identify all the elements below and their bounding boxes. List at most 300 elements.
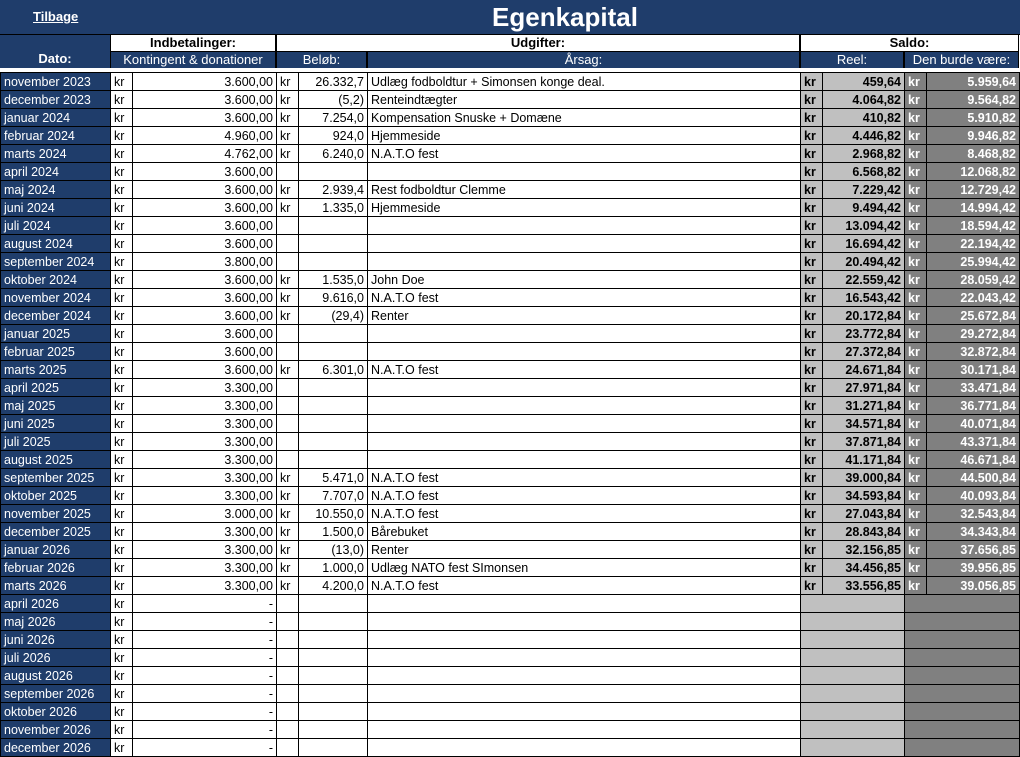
date-cell[interactable]: juli 2025 <box>1 433 111 451</box>
currency-cell[interactable] <box>277 235 299 253</box>
currency-cell[interactable]: kr <box>905 577 927 595</box>
expense-reason-cell[interactable]: Hjemmeside <box>368 199 801 217</box>
date-cell[interactable]: marts 2026 <box>1 577 111 595</box>
currency-cell[interactable]: kr <box>905 505 927 523</box>
payment-cell[interactable]: 3.600,00 <box>133 109 277 127</box>
payment-cell[interactable]: - <box>133 613 277 631</box>
currency-cell[interactable] <box>277 451 299 469</box>
currency-cell[interactable]: kr <box>905 235 927 253</box>
date-cell[interactable]: juni 2025 <box>1 415 111 433</box>
currency-cell[interactable]: kr <box>111 613 133 631</box>
currency-cell[interactable]: kr <box>905 451 927 469</box>
payment-cell[interactable]: 3.600,00 <box>133 73 277 91</box>
balance-actual-cell[interactable]: 20.494,42 <box>823 253 905 271</box>
date-cell[interactable]: januar 2024 <box>1 109 111 127</box>
currency-cell[interactable]: kr <box>111 721 133 739</box>
currency-cell[interactable]: kr <box>801 73 823 91</box>
back-link[interactable]: Tilbage <box>33 9 79 24</box>
expense-reason-cell[interactable] <box>368 667 801 685</box>
balance-actual-cell[interactable]: 2.968,82 <box>823 145 905 163</box>
currency-cell[interactable] <box>277 253 299 271</box>
currency-cell[interactable]: kr <box>111 667 133 685</box>
payment-cell[interactable]: 3.300,00 <box>133 541 277 559</box>
expense-reason-cell[interactable] <box>368 721 801 739</box>
expense-reason-cell[interactable]: Renter <box>368 307 801 325</box>
balance-target-cell[interactable]: 36.771,84 <box>927 397 1020 415</box>
balance-actual-cell[interactable]: 16.543,42 <box>823 289 905 307</box>
date-cell[interactable]: marts 2025 <box>1 361 111 379</box>
currency-cell[interactable]: kr <box>905 343 927 361</box>
currency-cell[interactable]: kr <box>111 415 133 433</box>
currency-cell[interactable]: kr <box>801 361 823 379</box>
currency-cell[interactable]: kr <box>801 415 823 433</box>
expense-amount-cell[interactable] <box>299 649 368 667</box>
expense-amount-cell[interactable] <box>299 433 368 451</box>
date-cell[interactable]: august 2026 <box>1 667 111 685</box>
currency-cell[interactable]: kr <box>801 91 823 109</box>
currency-cell[interactable]: kr <box>905 379 927 397</box>
expense-reason-cell[interactable]: Rest fodboldtur Clemme <box>368 181 801 199</box>
balance-actual-cell[interactable]: 9.494,42 <box>823 199 905 217</box>
date-cell[interactable]: oktober 2024 <box>1 271 111 289</box>
currency-cell[interactable]: kr <box>277 181 299 199</box>
currency-cell[interactable]: kr <box>801 379 823 397</box>
currency-cell[interactable]: kr <box>905 73 927 91</box>
currency-cell[interactable]: kr <box>111 649 133 667</box>
currency-cell[interactable]: kr <box>905 487 927 505</box>
payment-cell[interactable]: 3.300,00 <box>133 577 277 595</box>
date-cell[interactable]: marts 2024 <box>1 145 111 163</box>
balance-target-cell[interactable]: 9.564,82 <box>927 91 1020 109</box>
date-cell[interactable]: september 2025 <box>1 469 111 487</box>
expense-reason-cell[interactable]: N.A.T.O fest <box>368 487 801 505</box>
currency-cell[interactable]: kr <box>111 127 133 145</box>
payment-cell[interactable]: 3.300,00 <box>133 397 277 415</box>
expense-reason-cell[interactable]: Hjemmeside <box>368 127 801 145</box>
balance-target-cell[interactable] <box>905 595 1020 613</box>
date-cell[interactable]: maj 2025 <box>1 397 111 415</box>
payment-cell[interactable]: 3.600,00 <box>133 343 277 361</box>
expense-reason-cell[interactable]: Renter <box>368 541 801 559</box>
currency-cell[interactable]: kr <box>905 415 927 433</box>
expense-amount-cell[interactable] <box>299 595 368 613</box>
currency-cell[interactable]: kr <box>111 451 133 469</box>
expense-amount-cell[interactable]: 6.301,0 <box>299 361 368 379</box>
payment-cell[interactable]: 3.600,00 <box>133 271 277 289</box>
expense-reason-cell[interactable] <box>368 163 801 181</box>
currency-cell[interactable]: kr <box>801 325 823 343</box>
currency-cell[interactable]: kr <box>801 217 823 235</box>
balance-actual-cell[interactable]: 32.156,85 <box>823 541 905 559</box>
balance-target-cell[interactable] <box>905 649 1020 667</box>
expense-reason-cell[interactable] <box>368 595 801 613</box>
currency-cell[interactable]: kr <box>905 109 927 127</box>
expense-reason-cell[interactable]: Udlæg fodboldtur + Simonsen konge deal. <box>368 73 801 91</box>
payment-cell[interactable]: 3.300,00 <box>133 469 277 487</box>
currency-cell[interactable]: kr <box>801 433 823 451</box>
expense-amount-cell[interactable]: 7.254,0 <box>299 109 368 127</box>
currency-cell[interactable]: kr <box>277 523 299 541</box>
currency-cell[interactable]: kr <box>801 253 823 271</box>
date-cell[interactable]: november 2026 <box>1 721 111 739</box>
currency-cell[interactable]: kr <box>905 163 927 181</box>
currency-cell[interactable]: kr <box>801 127 823 145</box>
currency-cell[interactable]: kr <box>905 325 927 343</box>
expense-amount-cell[interactable] <box>299 631 368 649</box>
currency-cell[interactable]: kr <box>905 523 927 541</box>
expense-amount-cell[interactable]: 1.500,0 <box>299 523 368 541</box>
date-cell[interactable]: december 2025 <box>1 523 111 541</box>
balance-target-cell[interactable]: 37.656,85 <box>927 541 1020 559</box>
balance-actual-cell[interactable]: 34.593,84 <box>823 487 905 505</box>
currency-cell[interactable] <box>277 685 299 703</box>
currency-cell[interactable]: kr <box>801 181 823 199</box>
balance-target-cell[interactable]: 34.343,84 <box>927 523 1020 541</box>
expense-reason-cell[interactable] <box>368 613 801 631</box>
date-cell[interactable]: september 2026 <box>1 685 111 703</box>
balance-target-cell[interactable] <box>905 703 1020 721</box>
balance-actual-cell[interactable]: 41.171,84 <box>823 451 905 469</box>
currency-cell[interactable]: kr <box>111 253 133 271</box>
balance-actual-cell[interactable]: 16.694,42 <box>823 235 905 253</box>
expense-reason-cell[interactable] <box>368 631 801 649</box>
payment-cell[interactable]: 3.300,00 <box>133 559 277 577</box>
expense-amount-cell[interactable] <box>299 721 368 739</box>
payment-cell[interactable]: 3.600,00 <box>133 91 277 109</box>
currency-cell[interactable]: kr <box>905 253 927 271</box>
balance-target-cell[interactable]: 40.093,84 <box>927 487 1020 505</box>
currency-cell[interactable]: kr <box>801 451 823 469</box>
currency-cell[interactable]: kr <box>277 361 299 379</box>
balance-target-cell[interactable]: 32.872,84 <box>927 343 1020 361</box>
currency-cell[interactable]: kr <box>277 127 299 145</box>
expense-amount-cell[interactable]: 6.240,0 <box>299 145 368 163</box>
balance-target-cell[interactable]: 39.056,85 <box>927 577 1020 595</box>
balance-actual-cell[interactable] <box>801 739 905 757</box>
balance-target-cell[interactable]: 25.994,42 <box>927 253 1020 271</box>
payment-cell[interactable]: 3.000,00 <box>133 505 277 523</box>
currency-cell[interactable]: kr <box>277 109 299 127</box>
balance-target-cell[interactable]: 40.071,84 <box>927 415 1020 433</box>
currency-cell[interactable]: kr <box>905 289 927 307</box>
date-cell[interactable]: oktober 2026 <box>1 703 111 721</box>
expense-amount-cell[interactable]: 924,0 <box>299 127 368 145</box>
currency-cell[interactable]: kr <box>801 235 823 253</box>
balance-target-cell[interactable]: 8.468,82 <box>927 145 1020 163</box>
balance-target-cell[interactable] <box>905 667 1020 685</box>
balance-actual-cell[interactable]: 459,64 <box>823 73 905 91</box>
currency-cell[interactable]: kr <box>801 397 823 415</box>
currency-cell[interactable] <box>277 703 299 721</box>
currency-cell[interactable]: kr <box>111 109 133 127</box>
expense-amount-cell[interactable]: (5,2) <box>299 91 368 109</box>
expense-reason-cell[interactable] <box>368 217 801 235</box>
payment-cell[interactable]: - <box>133 595 277 613</box>
payment-cell[interactable]: 3.300,00 <box>133 379 277 397</box>
currency-cell[interactable]: kr <box>277 559 299 577</box>
expense-amount-cell[interactable] <box>299 667 368 685</box>
expense-amount-cell[interactable]: 10.550,0 <box>299 505 368 523</box>
currency-cell[interactable]: kr <box>801 559 823 577</box>
expense-amount-cell[interactable] <box>299 613 368 631</box>
currency-cell[interactable] <box>277 433 299 451</box>
currency-cell[interactable]: kr <box>801 541 823 559</box>
currency-cell[interactable]: kr <box>111 163 133 181</box>
expense-amount-cell[interactable]: 7.707,0 <box>299 487 368 505</box>
date-cell[interactable]: maj 2026 <box>1 613 111 631</box>
currency-cell[interactable]: kr <box>111 541 133 559</box>
currency-cell[interactable]: kr <box>905 271 927 289</box>
balance-actual-cell[interactable] <box>801 667 905 685</box>
date-cell[interactable]: juni 2024 <box>1 199 111 217</box>
currency-cell[interactable]: kr <box>111 271 133 289</box>
balance-target-cell[interactable]: 30.171,84 <box>927 361 1020 379</box>
currency-cell[interactable]: kr <box>111 559 133 577</box>
payment-cell[interactable]: 3.600,00 <box>133 163 277 181</box>
balance-target-cell[interactable]: 44.500,84 <box>927 469 1020 487</box>
balance-target-cell[interactable]: 5.959,64 <box>927 73 1020 91</box>
date-cell[interactable]: februar 2025 <box>1 343 111 361</box>
currency-cell[interactable]: kr <box>111 289 133 307</box>
expense-amount-cell[interactable] <box>299 235 368 253</box>
balance-target-cell[interactable]: 43.371,84 <box>927 433 1020 451</box>
expense-reason-cell[interactable] <box>368 325 801 343</box>
balance-target-cell[interactable]: 14.994,42 <box>927 199 1020 217</box>
balance-actual-cell[interactable] <box>801 595 905 613</box>
currency-cell[interactable]: kr <box>905 541 927 559</box>
balance-actual-cell[interactable]: 4.446,82 <box>823 127 905 145</box>
currency-cell[interactable]: kr <box>801 469 823 487</box>
payment-cell[interactable]: 3.300,00 <box>133 523 277 541</box>
expense-amount-cell[interactable] <box>299 253 368 271</box>
currency-cell[interactable] <box>277 343 299 361</box>
balance-target-cell[interactable]: 12.068,82 <box>927 163 1020 181</box>
payment-cell[interactable]: 3.600,00 <box>133 181 277 199</box>
currency-cell[interactable]: kr <box>277 577 299 595</box>
expense-amount-cell[interactable] <box>299 343 368 361</box>
expense-reason-cell[interactable]: John Doe <box>368 271 801 289</box>
currency-cell[interactable]: kr <box>111 343 133 361</box>
payment-cell[interactable]: 3.300,00 <box>133 487 277 505</box>
expense-amount-cell[interactable]: 1.335,0 <box>299 199 368 217</box>
balance-target-cell[interactable]: 5.910,82 <box>927 109 1020 127</box>
currency-cell[interactable]: kr <box>801 487 823 505</box>
currency-cell[interactable]: kr <box>905 469 927 487</box>
expense-reason-cell[interactable] <box>368 379 801 397</box>
expense-amount-cell[interactable]: 2.939,4 <box>299 181 368 199</box>
currency-cell[interactable]: kr <box>801 577 823 595</box>
payment-cell[interactable]: 4.960,00 <box>133 127 277 145</box>
date-cell[interactable]: juli 2026 <box>1 649 111 667</box>
expense-amount-cell[interactable]: 1.535,0 <box>299 271 368 289</box>
currency-cell[interactable]: kr <box>111 235 133 253</box>
payment-cell[interactable]: 3.600,00 <box>133 217 277 235</box>
balance-target-cell[interactable]: 46.671,84 <box>927 451 1020 469</box>
date-cell[interactable]: april 2024 <box>1 163 111 181</box>
currency-cell[interactable]: kr <box>111 145 133 163</box>
balance-actual-cell[interactable]: 24.671,84 <box>823 361 905 379</box>
balance-target-cell[interactable]: 22.194,42 <box>927 235 1020 253</box>
expense-amount-cell[interactable]: 5.471,0 <box>299 469 368 487</box>
date-cell[interactable]: december 2023 <box>1 91 111 109</box>
currency-cell[interactable] <box>277 721 299 739</box>
date-cell[interactable]: august 2024 <box>1 235 111 253</box>
currency-cell[interactable]: kr <box>277 73 299 91</box>
date-cell[interactable]: april 2025 <box>1 379 111 397</box>
expense-amount-cell[interactable]: (29,4) <box>299 307 368 325</box>
currency-cell[interactable]: kr <box>111 487 133 505</box>
currency-cell[interactable] <box>277 217 299 235</box>
currency-cell[interactable]: kr <box>111 469 133 487</box>
expense-reason-cell[interactable]: Kompensation Snuske + Domæne <box>368 109 801 127</box>
balance-actual-cell[interactable]: 22.559,42 <box>823 271 905 289</box>
currency-cell[interactable]: kr <box>277 145 299 163</box>
currency-cell[interactable]: kr <box>905 397 927 415</box>
currency-cell[interactable]: kr <box>905 217 927 235</box>
date-cell[interactable]: juli 2024 <box>1 217 111 235</box>
currency-cell[interactable]: kr <box>111 703 133 721</box>
date-cell[interactable]: januar 2025 <box>1 325 111 343</box>
currency-cell[interactable]: kr <box>111 595 133 613</box>
currency-cell[interactable]: kr <box>111 631 133 649</box>
balance-target-cell[interactable]: 32.543,84 <box>927 505 1020 523</box>
currency-cell[interactable]: kr <box>111 199 133 217</box>
expense-reason-cell[interactable] <box>368 235 801 253</box>
balance-actual-cell[interactable]: 410,82 <box>823 109 905 127</box>
currency-cell[interactable] <box>277 595 299 613</box>
currency-cell[interactable]: kr <box>111 325 133 343</box>
currency-cell[interactable]: kr <box>277 289 299 307</box>
balance-actual-cell[interactable]: 13.094,42 <box>823 217 905 235</box>
currency-cell[interactable] <box>277 415 299 433</box>
currency-cell[interactable]: kr <box>277 199 299 217</box>
balance-actual-cell[interactable]: 27.043,84 <box>823 505 905 523</box>
currency-cell[interactable]: kr <box>801 145 823 163</box>
balance-actual-cell[interactable]: 27.372,84 <box>823 343 905 361</box>
payment-cell[interactable]: 3.600,00 <box>133 361 277 379</box>
expense-amount-cell[interactable] <box>299 703 368 721</box>
date-cell[interactable]: november 2023 <box>1 73 111 91</box>
expense-reason-cell[interactable] <box>368 739 801 757</box>
expense-reason-cell[interactable]: N.A.T.O fest <box>368 145 801 163</box>
currency-cell[interactable] <box>277 649 299 667</box>
balance-actual-cell[interactable] <box>801 685 905 703</box>
currency-cell[interactable]: kr <box>905 361 927 379</box>
payment-cell[interactable]: 3.600,00 <box>133 235 277 253</box>
currency-cell[interactable]: kr <box>801 505 823 523</box>
currency-cell[interactable]: kr <box>801 343 823 361</box>
balance-target-cell[interactable] <box>905 721 1020 739</box>
expense-amount-cell[interactable] <box>299 415 368 433</box>
payment-cell[interactable]: - <box>133 667 277 685</box>
payment-cell[interactable]: 3.600,00 <box>133 325 277 343</box>
currency-cell[interactable] <box>277 325 299 343</box>
expense-reason-cell[interactable] <box>368 415 801 433</box>
date-cell[interactable]: april 2026 <box>1 595 111 613</box>
expense-amount-cell[interactable]: 9.616,0 <box>299 289 368 307</box>
currency-cell[interactable]: kr <box>111 433 133 451</box>
currency-cell[interactable]: kr <box>801 109 823 127</box>
currency-cell[interactable] <box>277 379 299 397</box>
payment-cell[interactable]: - <box>133 721 277 739</box>
expense-amount-cell[interactable]: (13,0) <box>299 541 368 559</box>
balance-actual-cell[interactable]: 33.556,85 <box>823 577 905 595</box>
balance-target-cell[interactable]: 39.956,85 <box>927 559 1020 577</box>
balance-target-cell[interactable] <box>905 739 1020 757</box>
expense-amount-cell[interactable]: 26.332,7 <box>299 73 368 91</box>
currency-cell[interactable]: kr <box>111 685 133 703</box>
currency-cell[interactable]: kr <box>277 487 299 505</box>
payment-cell[interactable]: 3.300,00 <box>133 433 277 451</box>
currency-cell[interactable]: kr <box>111 73 133 91</box>
payment-cell[interactable]: - <box>133 703 277 721</box>
expense-reason-cell[interactable]: N.A.T.O fest <box>368 361 801 379</box>
date-cell[interactable]: december 2024 <box>1 307 111 325</box>
currency-cell[interactable]: kr <box>111 217 133 235</box>
expense-amount-cell[interactable]: 4.200,0 <box>299 577 368 595</box>
payment-cell[interactable]: 4.762,00 <box>133 145 277 163</box>
currency-cell[interactable]: kr <box>905 145 927 163</box>
currency-cell[interactable]: kr <box>905 127 927 145</box>
balance-target-cell[interactable]: 33.471,84 <box>927 379 1020 397</box>
currency-cell[interactable]: kr <box>905 181 927 199</box>
balance-actual-cell[interactable]: 7.229,42 <box>823 181 905 199</box>
expense-amount-cell[interactable] <box>299 325 368 343</box>
expense-amount-cell[interactable] <box>299 217 368 235</box>
currency-cell[interactable]: kr <box>801 289 823 307</box>
balance-actual-cell[interactable]: 28.843,84 <box>823 523 905 541</box>
balance-target-cell[interactable]: 25.672,84 <box>927 307 1020 325</box>
currency-cell[interactable] <box>277 613 299 631</box>
currency-cell[interactable]: kr <box>277 91 299 109</box>
payment-cell[interactable]: - <box>133 649 277 667</box>
balance-target-cell[interactable]: 18.594,42 <box>927 217 1020 235</box>
balance-target-cell[interactable] <box>905 613 1020 631</box>
expense-reason-cell[interactable]: Bårebuket <box>368 523 801 541</box>
currency-cell[interactable]: kr <box>111 307 133 325</box>
payment-cell[interactable]: 3.300,00 <box>133 451 277 469</box>
currency-cell[interactable]: kr <box>277 307 299 325</box>
date-cell[interactable]: oktober 2025 <box>1 487 111 505</box>
expense-amount-cell[interactable] <box>299 163 368 181</box>
currency-cell[interactable]: kr <box>111 577 133 595</box>
balance-actual-cell[interactable]: 4.064,82 <box>823 91 905 109</box>
balance-actual-cell[interactable]: 6.568,82 <box>823 163 905 181</box>
payment-cell[interactable]: 3.600,00 <box>133 307 277 325</box>
currency-cell[interactable] <box>277 397 299 415</box>
balance-actual-cell[interactable]: 20.172,84 <box>823 307 905 325</box>
balance-actual-cell[interactable]: 31.271,84 <box>823 397 905 415</box>
balance-actual-cell[interactable] <box>801 613 905 631</box>
balance-actual-cell[interactable]: 27.971,84 <box>823 379 905 397</box>
payment-cell[interactable]: - <box>133 685 277 703</box>
currency-cell[interactable]: kr <box>801 523 823 541</box>
balance-actual-cell[interactable]: 34.456,85 <box>823 559 905 577</box>
payment-cell[interactable]: 3.300,00 <box>133 415 277 433</box>
balance-target-cell[interactable]: 12.729,42 <box>927 181 1020 199</box>
currency-cell[interactable] <box>277 739 299 757</box>
balance-target-cell[interactable]: 22.043,42 <box>927 289 1020 307</box>
date-cell[interactable]: december 2026 <box>1 739 111 757</box>
currency-cell[interactable]: kr <box>111 91 133 109</box>
expense-reason-cell[interactable] <box>368 343 801 361</box>
currency-cell[interactable]: kr <box>111 523 133 541</box>
expense-reason-cell[interactable]: N.A.T.O fest <box>368 505 801 523</box>
expense-reason-cell[interactable] <box>368 685 801 703</box>
currency-cell[interactable] <box>277 163 299 181</box>
balance-actual-cell[interactable]: 37.871,84 <box>823 433 905 451</box>
balance-actual-cell[interactable]: 23.772,84 <box>823 325 905 343</box>
